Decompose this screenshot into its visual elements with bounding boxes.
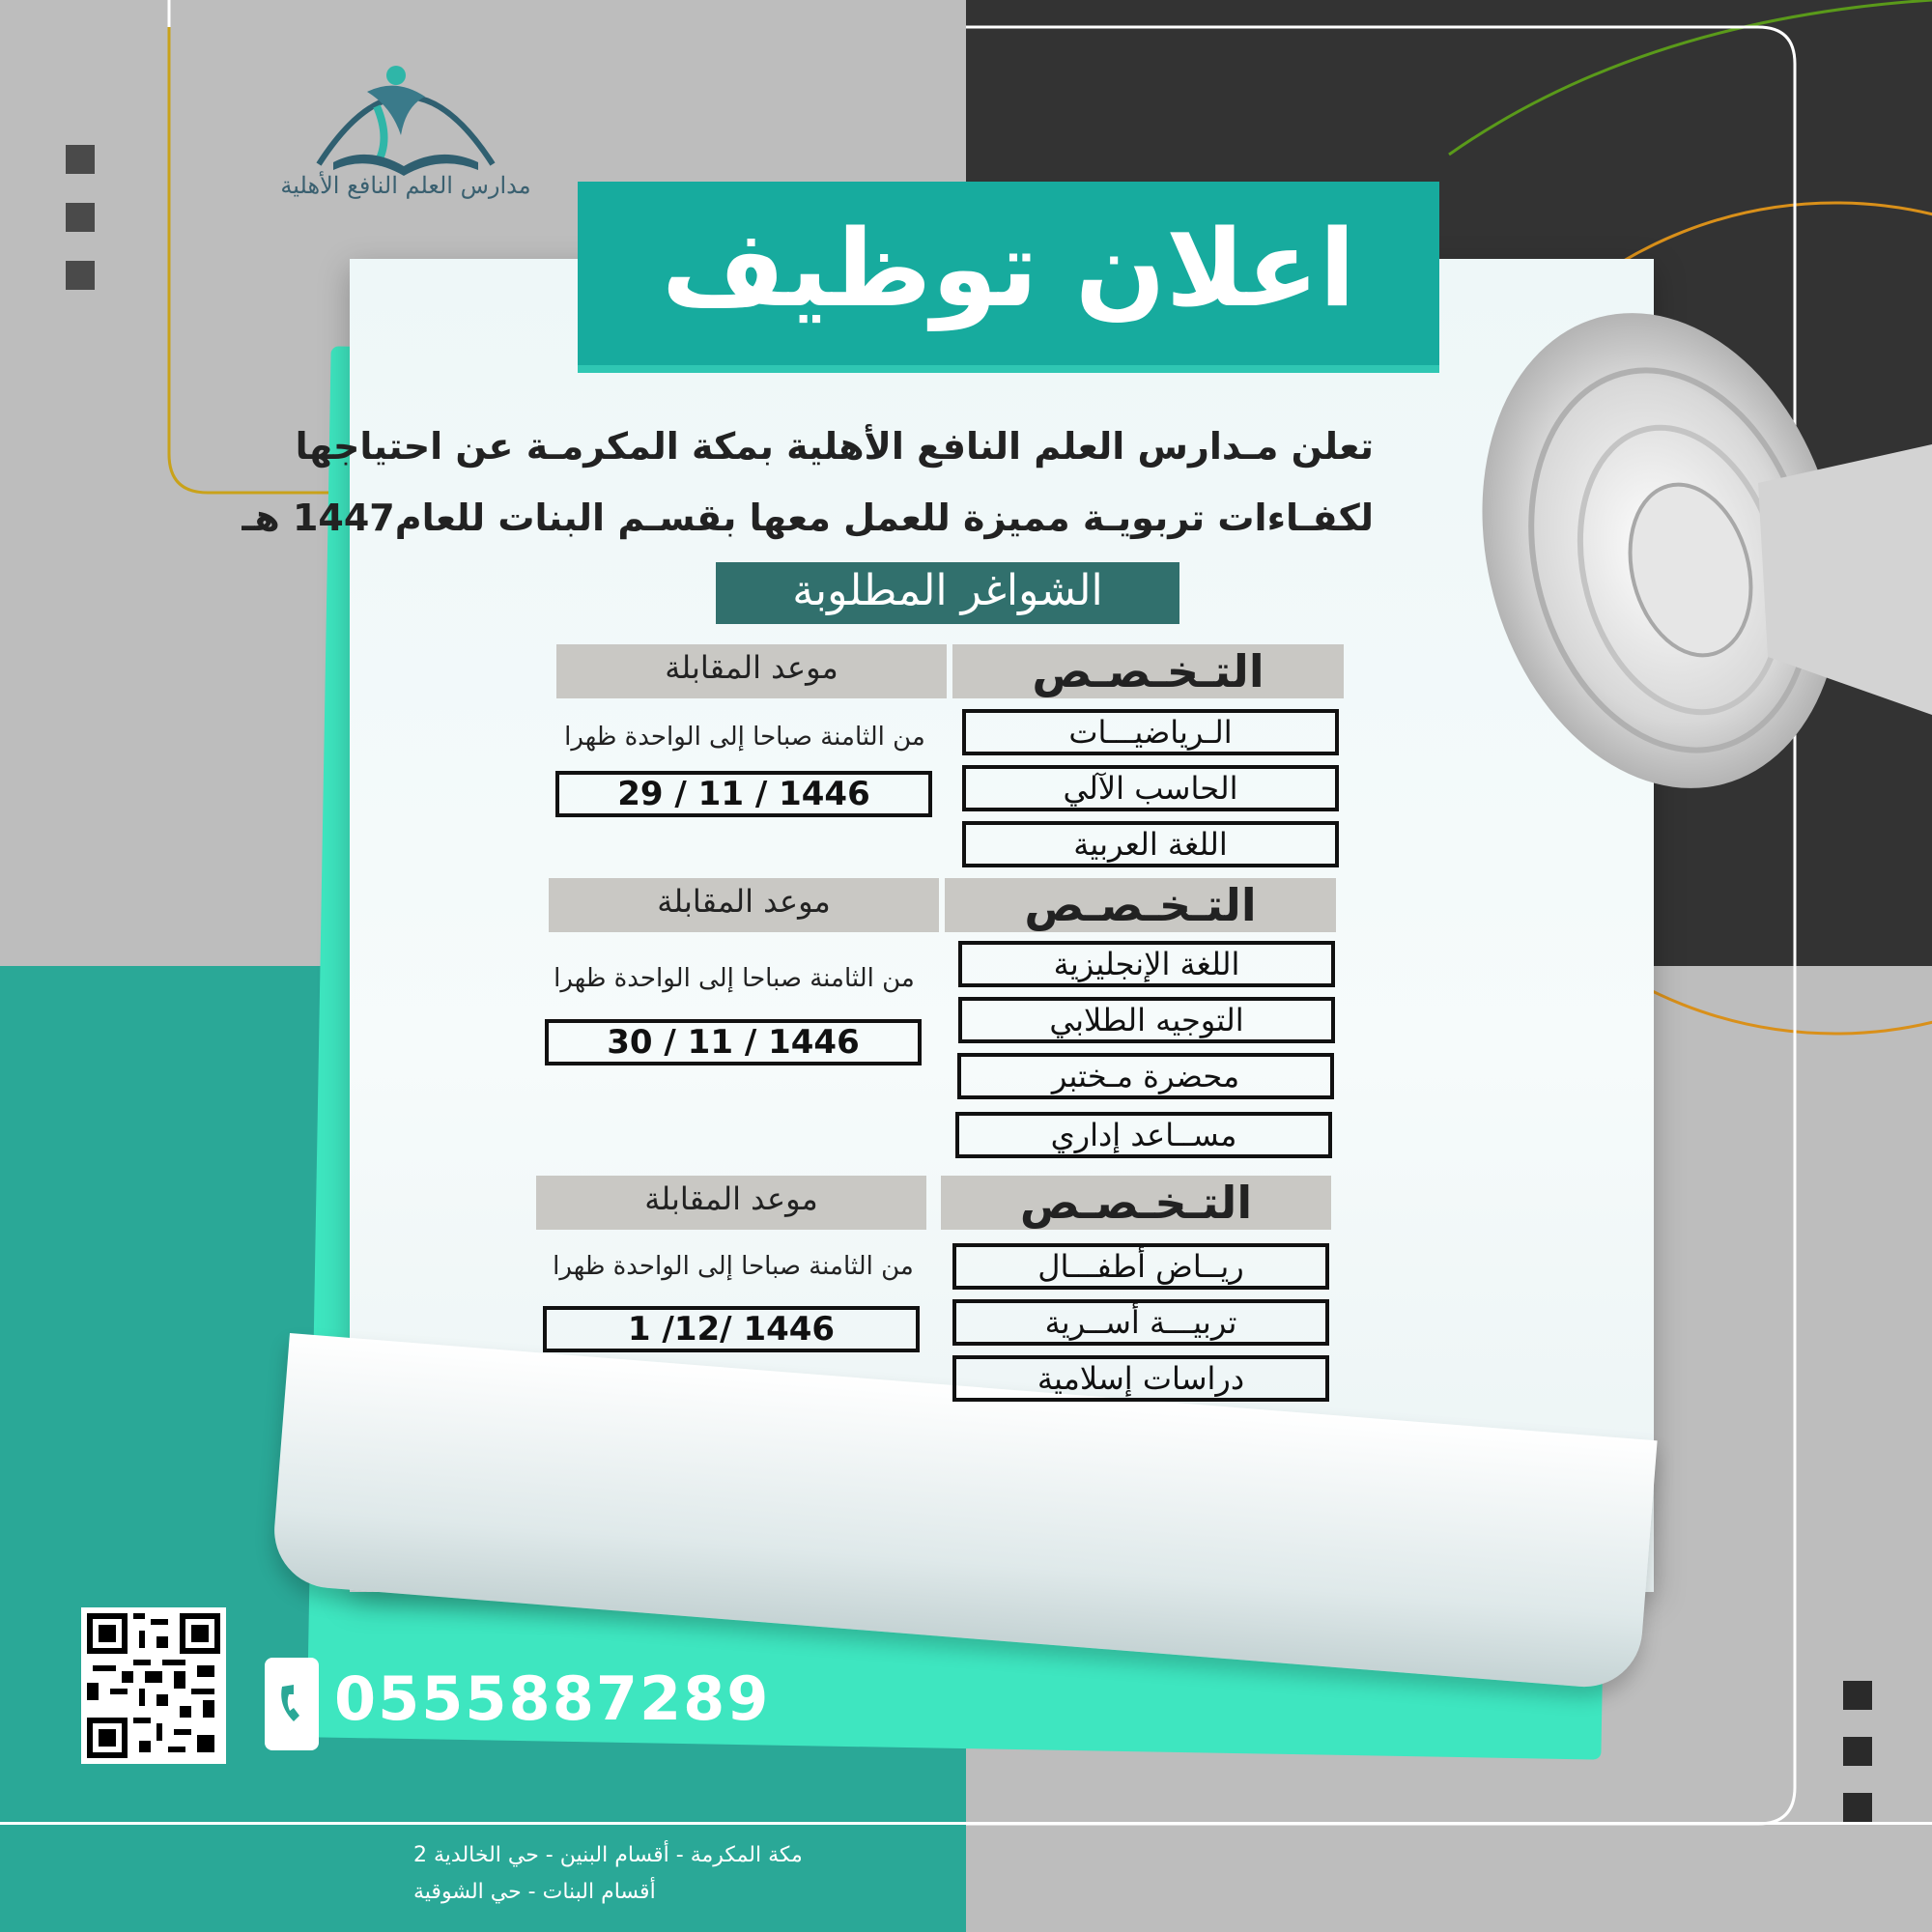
specialty-item: اللغة العربية [962,821,1339,867]
interview-time-header: موعد المقابلة [556,644,947,698]
interview-hours: من الثامنة صباحا إلى الواحدة ظهرا [564,723,925,752]
decor-square [66,261,95,290]
decor-square [66,145,95,174]
address-line-2: أقسام البنات - حي الشوقية [413,1880,656,1904]
specialty-item: التوجيه الطلابي [958,997,1335,1043]
specialty-item: مســاعد إداري [955,1112,1332,1158]
specialty-item: دراسات إسلامية [952,1355,1329,1402]
page-title: اعلان توظيف [661,207,1356,330]
address-line-1: مكة المكرمة - أقسام البنين - حي الخالدية 2 [413,1843,803,1867]
decor-square [1843,1737,1872,1766]
interview-date: 1446 /12/ 1 [543,1306,920,1352]
specialty-item: اللغة الإنجليزية [958,941,1335,987]
vacancies-banner [716,562,1179,624]
specialty-header: التـخـصـص [945,878,1336,932]
interview-time-header: موعد المقابلة [549,878,939,932]
footer-divider [0,1822,1932,1825]
decor-square [1843,1793,1872,1822]
interview-time-header: موعد المقابلة [536,1176,926,1230]
interview-date: 1446 / 11 / 29 [555,771,932,817]
interview-date: 1446 / 11 / 30 [545,1019,922,1065]
interview-hours: من الثامنة صباحا إلى الواحدة ظهرا [554,964,915,993]
logo-name: مدارس العلم النافع الأهلية [280,172,531,199]
interview-hours: من الثامنة صباحا إلى الواحدة ظهرا [553,1252,914,1281]
specialty-item: محضرة مـختبر [957,1053,1334,1099]
specialty-header: التـخـصـص [941,1176,1331,1230]
phone-number[interactable]: 0555887289 [334,1663,771,1734]
decor-square [1843,1681,1872,1710]
qr-code-icon[interactable] [81,1607,226,1764]
intro-line-1: تعلن مـدارس العلم النافع الأهلية بمكة المكرمـة عن احتياجها [295,425,1374,468]
specialty-header: التـخـصـص [952,644,1344,698]
vacancies-title: الشواغر المطلوبة [792,566,1103,615]
decor-square [66,203,95,232]
title-banner [578,182,1439,365]
megaphone-icon [1468,270,1932,811]
specialty-item: الـرياضيـــات [962,709,1339,755]
phone-icon [265,1658,319,1750]
specialty-item: الحاسب الآلي [962,765,1339,811]
specialty-item: تربيـــة أســرية [952,1299,1329,1346]
intro-line-2: لكفـاءات تربويـة مميزة للعمل معها بقسـم البنات للعام1447 هـ [242,497,1374,539]
specialty-item: ريــاض أطفـــال [952,1243,1329,1290]
